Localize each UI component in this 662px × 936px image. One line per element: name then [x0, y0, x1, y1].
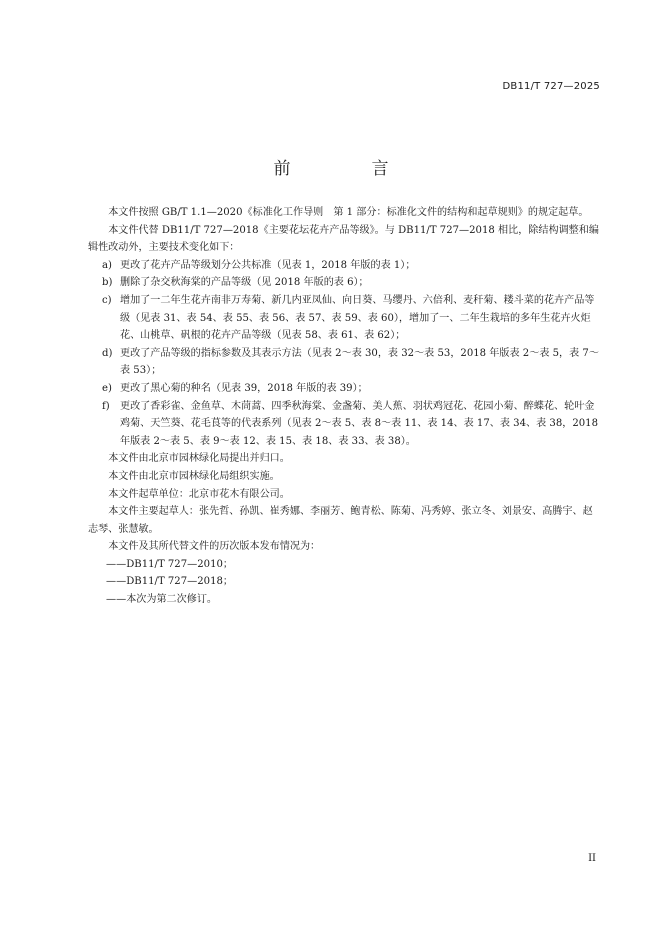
document-code: DB11/T 727—2025 — [502, 81, 600, 92]
list-item-label: a) — [102, 259, 112, 271]
history-item: ——DB11/T 727—2010； — [106, 558, 234, 570]
list-item — [88, 398, 600, 451]
list-item-label: d) — [102, 347, 113, 359]
paragraph-organizer: 本文件由北京市园林绿化局组织实施。 — [108, 470, 280, 482]
list-item — [88, 274, 600, 292]
list-item-label: c) — [102, 294, 112, 306]
paragraph-drafters: 本文件主要起草人：张先哲、孙凯、崔秀娜、李丽芳、鲍青松、陈菊、冯秀婷、张立冬、刘景安、高腾宇、赵志琴、张慧敏。 — [88, 506, 593, 535]
list-item-text: 增加了一二年生花卉南非万寿菊、新几内亚凤仙、向日葵、马缨丹、六倍利、麦秆菊、耧斗菜的花卉产品等级（见表 31、表 54、表 55、表 56、表 57、表 59、表 60），增加了一、二年生栽培的多年生花卉火炬花、山桃草、矾根的花卉产品等级（见表 58、表 61、表 62）； — [120, 294, 595, 342]
list-item-text: 更改了花卉产品等级划分公共标准（见表 1，2018 年版的表 1）； — [120, 259, 416, 271]
list-item-label: b) — [102, 277, 113, 289]
list-item-text: 更改了产品等级的指标参数及其表示方法（见表 2～表 30，表 32～表 53，2018 年版表 2～表 5，表 7～表 53）； — [120, 347, 599, 377]
paragraph-history-intro: 本文件及其所代替文件的历次版本发布情况为： — [108, 541, 321, 553]
list-item-text: 更改了香彩雀、金鱼草、木茼蒿、四季秋海棠、金盏菊、美人蕉、羽状鸡冠花、花园小菊、醉蝶花、轮叶金鸡菊、天竺葵、花毛茛等的代表系列（见表 2～表 5、表 8～表 11、表 14、表 17、表 34、表 38，2018 年版表 2～表 5、表 9～表 12、表 15、表 18、表 33、表 38）。 — [120, 400, 599, 447]
list-item-label: e) — [102, 382, 112, 394]
paragraph-proposer: 本文件由北京市园林绿化局提出并归口。 — [108, 453, 290, 465]
history-item: ——DB11/T 727—2018； — [106, 576, 234, 588]
paragraph-drafting-unit: 本文件起草单位：北京市花木有限公司。 — [108, 488, 290, 500]
page-title: 前 言 — [273, 159, 421, 180]
list-item — [88, 345, 600, 380]
change-list — [88, 257, 600, 451]
page-number: II — [588, 853, 596, 864]
list-item — [88, 292, 600, 345]
list-item — [88, 380, 600, 398]
paragraph-drafting-basis: 本文件按照 GB/T 1.1—2020《标准化工作导则 第 1 部分：标准化文件的结构和起草规则》的规定起草。 — [108, 207, 589, 218]
list-item-text: 更改了黑心菊的种名（见表 39，2018 年版的表 39）； — [120, 382, 368, 394]
foreword-body — [88, 204, 600, 609]
history-item: ——本次为第二次修订。 — [106, 594, 218, 606]
list-item — [88, 257, 600, 275]
list-item-text: 删除了杂交秋海棠的产品等级（见 2018 年版的表 6）； — [120, 277, 369, 289]
history-list — [88, 556, 600, 609]
paragraph-replacement: 本文件代替 DB11/T 727—2018《主要花坛花卉产品等级》。与 DB11/T 727—2018 相比，除结构调整和编辑性改动外，主要技术变化如下： — [88, 224, 599, 254]
list-item-label: f) — [102, 400, 110, 412]
